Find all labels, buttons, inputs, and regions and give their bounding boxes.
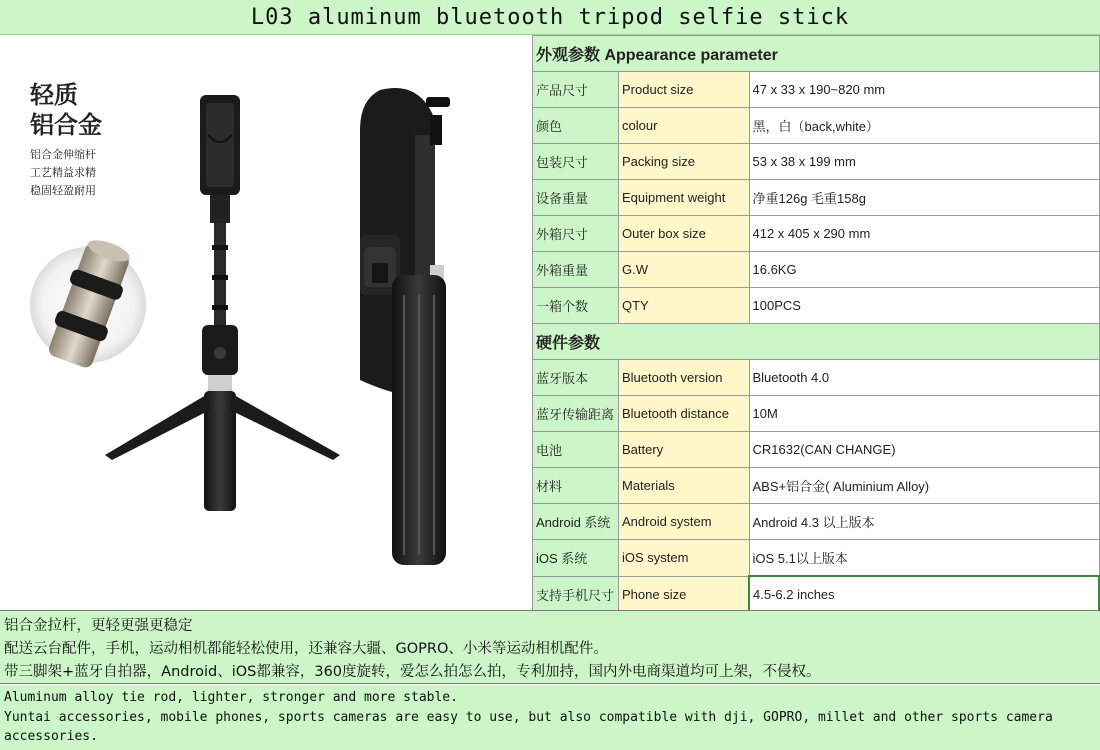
promo-headline-1: 轻质 (30, 81, 78, 109)
spec-value[interactable]: iOS 5.1以上版本 (749, 540, 1099, 577)
spec-value[interactable]: 47 x 33 x 190~820 mm (749, 72, 1099, 108)
section-heading-appearance: 外观参数 Appearance parameter (533, 36, 1100, 72)
english-description (0, 685, 1100, 750)
spec-label-en: Product size (619, 72, 750, 108)
cn-line: 铝合金拉杆，更轻更强更稳定 (4, 618, 193, 634)
product-photo (0, 35, 533, 609)
en-line: Yuntai accessories, mobile phones, sports cameras are easy to use, but also compatible with dji, GOPRO, millet and other sports camera accessories. (4, 709, 1053, 744)
promo-sub-3: 稳固轻盈耐用 (30, 184, 96, 197)
spec-row (533, 540, 1100, 577)
spec-label-cn: 支持手机尺寸 (533, 576, 619, 613)
promo-headline-2: 铝合金 (30, 111, 102, 139)
spec-row (533, 396, 1100, 432)
spec-label-cn: Android 系统 (533, 504, 619, 540)
spec-row (533, 144, 1100, 180)
section-heading-hardware: 硬件参数 (533, 324, 1100, 360)
spec-label-cn: 蓝牙传输距离 (533, 396, 619, 432)
chinese-description (0, 610, 1100, 684)
spec-label-en: iOS system (619, 540, 750, 577)
spec-row (533, 360, 1100, 396)
spec-label-cn: 外箱重量 (533, 252, 619, 288)
spec-row (533, 468, 1100, 504)
spec-value[interactable]: Bluetooth 4.0 (749, 360, 1099, 396)
spec-table (532, 35, 1100, 614)
spec-label-en: Android system (619, 504, 750, 540)
spec-row (533, 108, 1100, 144)
spec-row (533, 180, 1100, 216)
spec-label-cn: 包装尺寸 (533, 144, 619, 180)
spec-row (533, 288, 1100, 324)
title-bar (0, 0, 1100, 35)
spec-value[interactable]: 53 x 38 x 199 mm (749, 144, 1099, 180)
spec-label-en: Equipment weight (619, 180, 750, 216)
spec-label-cn: 蓝牙版本 (533, 360, 619, 396)
spec-value[interactable]: 净重126g 毛重158g (749, 180, 1099, 216)
spec-value[interactable]: 100PCS (749, 288, 1099, 324)
spec-label-cn: 材料 (533, 468, 619, 504)
spec-label-cn: 颜色 (533, 108, 619, 144)
spec-value[interactable]: 10M (749, 396, 1099, 432)
spec-value[interactable]: 黑，白（back,white） (749, 108, 1099, 144)
spec-label-cn: 设备重量 (533, 180, 619, 216)
spec-label-cn: iOS 系统 (533, 540, 619, 577)
spec-label-en: Bluetooth distance (619, 396, 750, 432)
tube-closeup (30, 234, 146, 371)
spec-label-en: Packing size (619, 144, 750, 180)
spec-label-cn: 外箱尺寸 (533, 216, 619, 252)
page-title: L03 aluminum bluetooth tripod selfie stick (250, 4, 850, 30)
cn-line: 带三脚架+蓝牙自拍器，Android、iOS都兼容，360度旋转，爱怎么拍怎么拍，专利加持，国内外电商渠道均可上架，不侵权。 (4, 664, 821, 680)
spec-row (533, 576, 1100, 613)
spec-label-en: colour (619, 108, 750, 144)
spec-label-en: G.W (619, 252, 750, 288)
en-line: Aluminum alloy tie rod, lighter, stronger and more stable. (4, 690, 458, 705)
product-illustration (0, 35, 532, 609)
spec-label-cn: 电池 (533, 432, 619, 468)
spec-row (533, 72, 1100, 108)
spec-value[interactable]: 16.6KG (749, 252, 1099, 288)
spec-label-en: QTY (619, 288, 750, 324)
promo-sub-1: 铝合金伸缩杆 (30, 148, 96, 161)
spec-label-cn: 产品尺寸 (533, 72, 619, 108)
spec-row (533, 216, 1100, 252)
spec-row (533, 252, 1100, 288)
promo-sub-2: 工艺精益求精 (30, 166, 96, 179)
spec-label-en: Bluetooth version (619, 360, 750, 396)
spec-row (533, 504, 1100, 540)
spec-label-cn: 一箱个数 (533, 288, 619, 324)
spec-label-en: Materials (619, 468, 750, 504)
spec-value[interactable]: Android 4.3 以上版本 (749, 504, 1099, 540)
spec-label-en: Battery (619, 432, 750, 468)
spec-value-selected[interactable]: 4.5-6.2 inches (749, 576, 1099, 613)
spec-value[interactable]: 412 x 405 x 290 mm (749, 216, 1099, 252)
spec-label-en: Phone size (619, 576, 750, 613)
folded-stick (360, 88, 450, 565)
cn-line: 配送云台配件，手机，运动相机都能轻松使用，还兼容大疆、GOPRO、小米等运动相机配件。 (4, 641, 608, 657)
spec-value[interactable]: ABS+铝合金( Aluminium Alloy) (749, 468, 1099, 504)
spec-value[interactable]: CR1632(CAN CHANGE) (749, 432, 1099, 468)
spec-row (533, 432, 1100, 468)
spec-label-en: Outer box size (619, 216, 750, 252)
